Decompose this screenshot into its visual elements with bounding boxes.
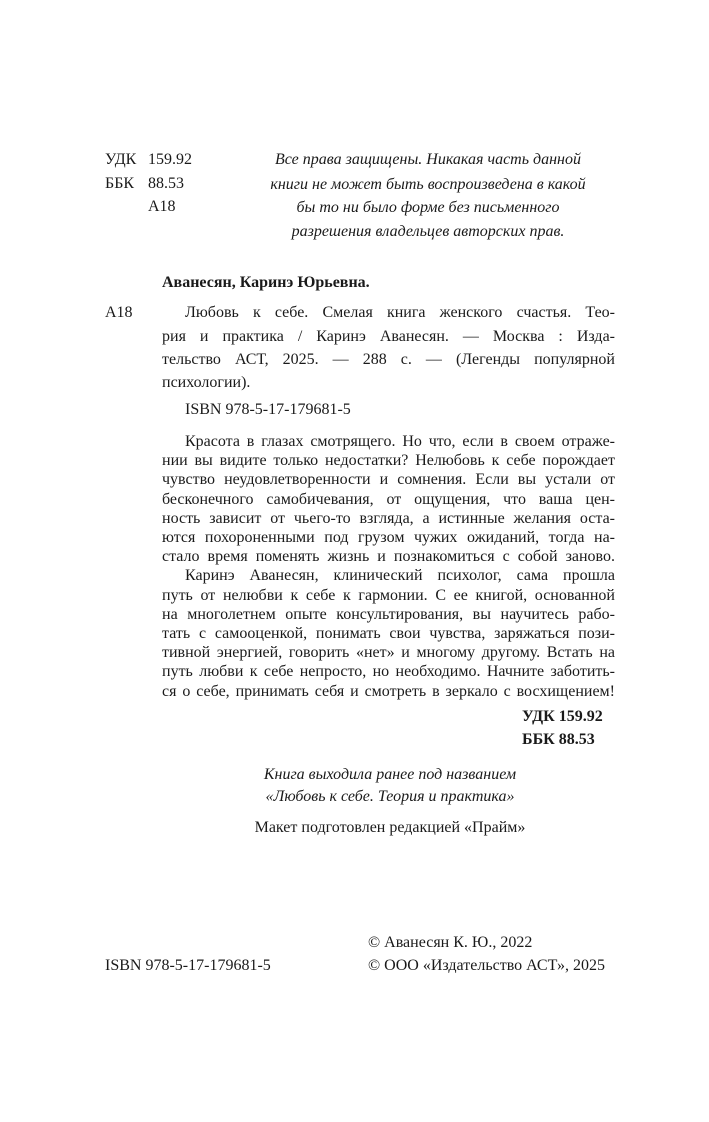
annotation-line: путь любви к себе непросто, но необходимо. Начните заботить- [162,663,615,680]
bbk-bottom: ББК 88.53 [522,731,595,748]
footer-isbn: ISBN 978-5-17-179681-5 [105,957,271,974]
annotation-line: тать с самооценкой, понимать свои чувства, заряжаться пози- [162,625,615,642]
udk-bottom: УДК 159.92 [522,708,603,725]
annotation-line: путь от нелюбви к себе к гармонии. С ее книгой, основанной [162,587,615,604]
bbk-label: ББК [105,175,135,192]
annotation-line: Красота в глазах смотрящего. Но что, если в своем отраже- [185,433,615,450]
isbn: ISBN 978-5-17-179681-5 [185,401,351,418]
layout-credit: Макет подготовлен редакцией «Прайм» [254,819,526,836]
annotation-line: чувство неудовлетворенности и сомнения. Если вы устали от [162,471,615,488]
annotation-line: ются похороненными под грузом чужих ожиданий, тогда на- [162,529,615,546]
annotation-line: Каринэ Аванесян, клинический психолог, сама прошла [185,567,615,584]
annotation-line: тивной энергией, говорить «нет» и многому другому. Встать на [162,644,615,661]
bbk-value: 88.53 [148,175,184,192]
bib-mark: А18 [105,304,133,321]
rights-line: книги не может быть воспроизведена в какой [270,176,586,193]
previous-title-line: «Любовь к себе. Теория и практика» [265,788,515,805]
author-mark: А18 [148,198,176,215]
annotation-line: бесконечного самобичевания, от ощущения, что ваша цен- [162,491,615,508]
description-line: Любовь к себе. Смелая книга женского счастья. Тео- [185,304,615,321]
rights-line: бы то ни было форме без письменного [296,199,560,216]
annotation-line: нии вы видите только недостатки? Нелюбовь к себе порождает [162,452,615,469]
copyright-publisher: © ООО «Издательство АСТ», 2025 [368,957,605,974]
udk-label: УДК [105,151,137,168]
copyright-author: © Аванесян К. Ю., 2022 [368,934,533,951]
rights-line: разрешения владельцев авторских прав. [291,223,565,240]
annotation-line: ся о себе, принимать себя и смотреть в зеркало с восхищением! [162,683,615,700]
author-name: Аванесян, Каринэ Юрьевна. [162,274,370,291]
udk-value: 159.92 [148,151,192,168]
previous-title-line: Книга выходила ранее под названием [263,766,517,783]
rights-line: Все права защищены. Никакая часть данной [275,151,581,168]
description-line: тельство АСТ, 2025. — 288 с. — (Легенды популярной [162,351,615,368]
annotation-line: ность зависит от чьего-то взгляда, а истинные желания оста- [162,510,615,527]
annotation-line: на многолетнем опыте консультирования, вы научитесь рабо- [162,606,615,623]
description-line: рия и практика / Каринэ Аванесян. — Москва : Изда- [162,328,615,345]
annotation-line: стало время поменять жизнь и познакомиться с собой заново. [162,548,615,565]
description-line: психологии). [162,374,251,391]
